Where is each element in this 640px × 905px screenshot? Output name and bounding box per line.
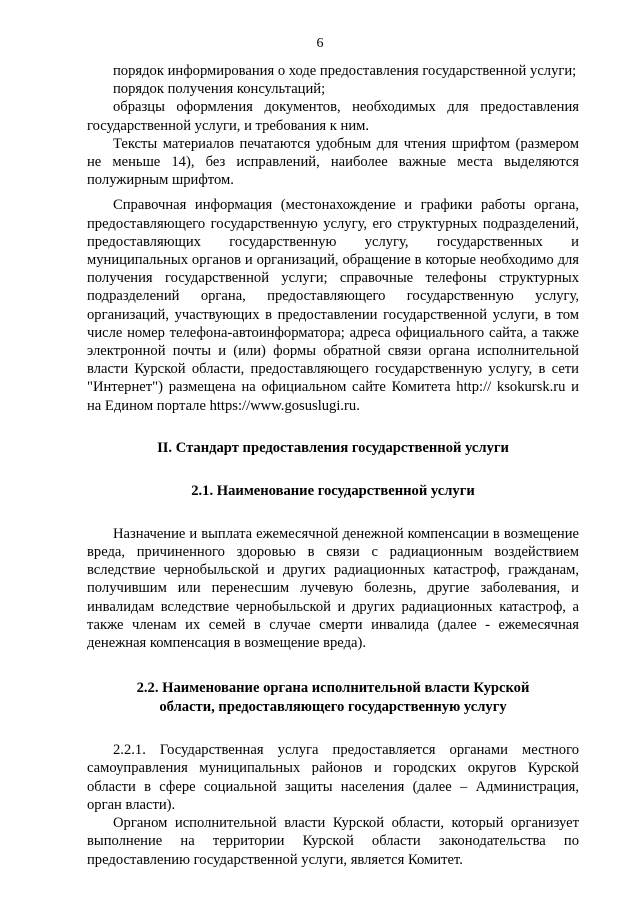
spacer <box>87 415 579 439</box>
subsection-2-2-1-text: 2.2.1. Государственная услуга предоставляется органами местного самоуправления муниципальных районов и городских округов Курской области в сфере социальной защиты населения (далее – Администрация, орган власти). <box>87 742 579 813</box>
page-number: 6 <box>316 36 324 51</box>
spacer <box>87 458 579 482</box>
subsection-2-2-title-line1: 2.2. Наименование органа исполнительной власти Курской <box>136 680 530 697</box>
spacer <box>87 717 579 741</box>
spacer <box>87 652 579 679</box>
paragraph-font-requirements: Тексты материалов печатаются удобным для чтения шрифтом (размером не меньше 14), без исправлений, наиболее важные места выделяются полужирным шрифтом. <box>87 135 579 189</box>
list-item-document-samples: образцы оформления документов, необходимых для предоставления государственной услуги, и требования к ним. <box>87 99 579 134</box>
section-title: II. Стандарт предоставления государственной услуги <box>157 439 509 456</box>
subsection-2-2-title <box>87 679 579 717</box>
list-item-consultations: порядок получения консультаций; <box>113 81 326 98</box>
document-body <box>87 62 579 869</box>
spacer <box>87 189 579 196</box>
subsection-2-1-text: Назначение и выплата ежемесячной денежной компенсации в возмещение вреда, причиненного здоровью в связи с радиационным воздействием вследствие чернобыльской и других радиационных катастроф, гражданам, получившим или перенесшим лучевую болезнь, другие заболевания, и инвалидам вследствие чернобыльской и других радиационных катастроф, а также членам их семей в случае смерти инвалида (далее - ежемесячная денежная компенсация в возмещение вреда). <box>87 525 579 652</box>
subsection-2-2-committee-text: Органом исполнительной власти Курской области, который организует выполнение на территории Курской области законодательства по предоставлению государственной услуги, является Комитет. <box>87 815 579 868</box>
paragraph-reference-info: Справочная информация (местонахождение и графики работы органа, предоставляющего государственную услугу, его структурных подразделений, предоставляющих государственную услугу, государственных и муниципальных органов и организаций, обращение в которые необходимо для получения государственной услуги; справочные телефоны структурных подразделений органа, предоставляющего государственную услугу, организаций, участвующих в предоставлении государственной услуги, в том числе номер телефона-автоинформатора; адреса официального сайта, а также электронной почты и (или) формы обратной связи органа исполнительной власти Курской области, предоставляющего государственную услугу, в сети "Интернет") размещена на официальном сайте Комитета http:// ksokursk.ru и на Едином портале https://www.gosuslugi.ru. <box>87 197 579 414</box>
subsection-2-2-title-line2: области, предоставляющего государственную услугу <box>159 699 507 716</box>
spacer <box>87 501 579 525</box>
list-item-informing: порядок информирования о ходе предоставления государственной услуги; <box>113 63 577 79</box>
subsection-2-1-title: 2.1. Наименование государственной услуги <box>191 482 475 499</box>
